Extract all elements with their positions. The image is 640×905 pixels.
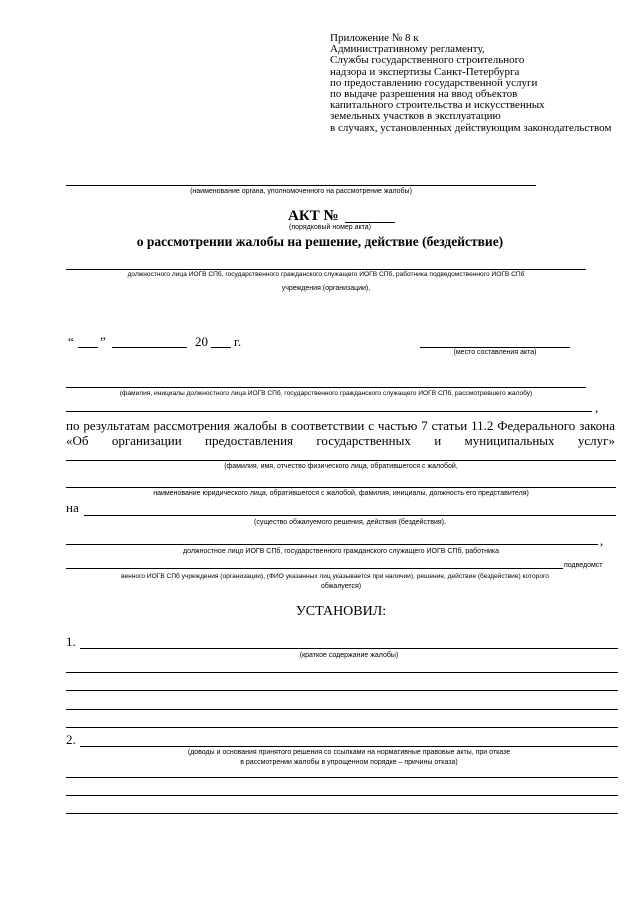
place-caption: (место составления акта)	[453, 349, 537, 356]
established-heading: УСТАНОВИЛ:	[295, 604, 387, 619]
act-title: АКТ №	[288, 208, 339, 224]
item1-line-2[interactable]	[66, 672, 618, 673]
person-line[interactable]	[66, 460, 616, 461]
appendix-line: по выдаче разрешения на ввод объектов	[330, 88, 518, 101]
organ-caption: (наименование органа, уполномоченного на рассмотрение жалобы)	[190, 188, 412, 195]
appendix-line: в случаях, установленных действующим законодательством	[330, 121, 612, 134]
appendix-line: по предоставлению государственной услуги	[330, 76, 538, 89]
podvedom-text: подведомст	[564, 562, 603, 569]
reviewer-caption: (фамилия, инициалы должностного лица ИОГВ СПб, государственного гражданского служащего ИОГВ СПб, рассмотревшего жалобу)	[119, 390, 533, 397]
essence-caption: (существо обжалуемого решения, действия (бездействия),	[254, 519, 446, 526]
item1-line[interactable]	[80, 648, 618, 649]
item1-line-3[interactable]	[66, 690, 618, 691]
item2-line-2[interactable]	[66, 777, 618, 778]
comma-1: ,	[595, 400, 599, 415]
item2-line-3[interactable]	[66, 795, 618, 796]
official-caption-3: должностное лицо ИОГВ СПб, государственного гражданского служащего ИОГВ СПб, работника	[183, 548, 499, 555]
legal-line[interactable]	[66, 487, 616, 488]
official-caption-5: обжалуется)	[320, 583, 362, 590]
para-line-1: по результатам рассмотрения жалобы в соответствии с частью 7 статьи 11.2 Федерального закона	[66, 418, 615, 433]
person-caption: (фамилия, имя, отчество физического лица, обратившегося с жалобой,	[224, 463, 458, 470]
item1-line-5[interactable]	[66, 727, 618, 728]
year-prefix: 20	[195, 334, 208, 349]
appendix-line: Административному регламенту,	[330, 43, 485, 56]
item2-caption-1: (доводы и основания принятого решения со ссылками на нормативные правовые акты, при отказе	[187, 749, 511, 756]
official-line-3[interactable]	[66, 568, 563, 569]
comma-2: ,	[600, 533, 604, 548]
legal-caption: наименование юридического лица, обратившегося с жалобой, фамилия, инициалы, должность его представителя)	[153, 490, 529, 497]
item2-number: 2.	[66, 732, 76, 747]
appendix-line: Службы государственного строительного	[330, 54, 525, 67]
appendix-block	[330, 33, 630, 134]
official-caption-2: учреждения (организации),	[281, 285, 371, 292]
reviewer-line[interactable]	[66, 387, 586, 388]
item2-caption-2: в рассмотрении жалобы в упрощенном порядке – причины отказа)	[240, 759, 458, 766]
month-line[interactable]	[112, 347, 187, 348]
appendix-line: земельных участков в эксплуатацию	[330, 110, 501, 123]
act-subtitle: о рассмотрении жалобы на решение, действие (бездействие)	[136, 234, 504, 249]
official-caption-4: венного ИОГВ СПб учреждения (организации), (ФИО указанных лиц указывается при наличии), решение, действие (бездействие) которого	[121, 573, 549, 580]
day-line[interactable]	[78, 347, 98, 348]
year-line[interactable]	[211, 347, 231, 348]
act-number-caption: (порядковый номер акта)	[288, 224, 372, 231]
official-caption-1: должностного лица ИОГВ СПб, государственного гражданского служащего ИОГВ СПб, работника подведомственного ИОГВ СПб	[127, 271, 525, 278]
date-open-quote: “	[68, 334, 74, 349]
item1-line-4[interactable]	[66, 709, 618, 710]
item2-line[interactable]	[80, 746, 618, 747]
na-label: на	[66, 500, 79, 515]
appendix-line: капитального строительства и искусственных	[330, 99, 545, 112]
para-line-2: «Об организации предоставления государственных и муниципальных услуг»	[66, 433, 615, 448]
official-line-2[interactable]	[66, 544, 598, 545]
item1-caption: (краткое содержание жалобы)	[299, 652, 399, 659]
item2-line-4[interactable]	[66, 813, 618, 814]
organ-name-line[interactable]	[66, 185, 536, 186]
essence-line[interactable]	[84, 515, 616, 516]
appendix-line: Приложение № 8 к	[330, 32, 419, 44]
date-close-quote: ”	[100, 334, 106, 349]
reviewer-line-2[interactable]	[66, 411, 592, 412]
appendix-line: надзора и экспертизы Санкт-Петербурга	[330, 65, 520, 78]
year-suffix: г.	[234, 334, 242, 349]
item1-number: 1.	[66, 634, 76, 649]
